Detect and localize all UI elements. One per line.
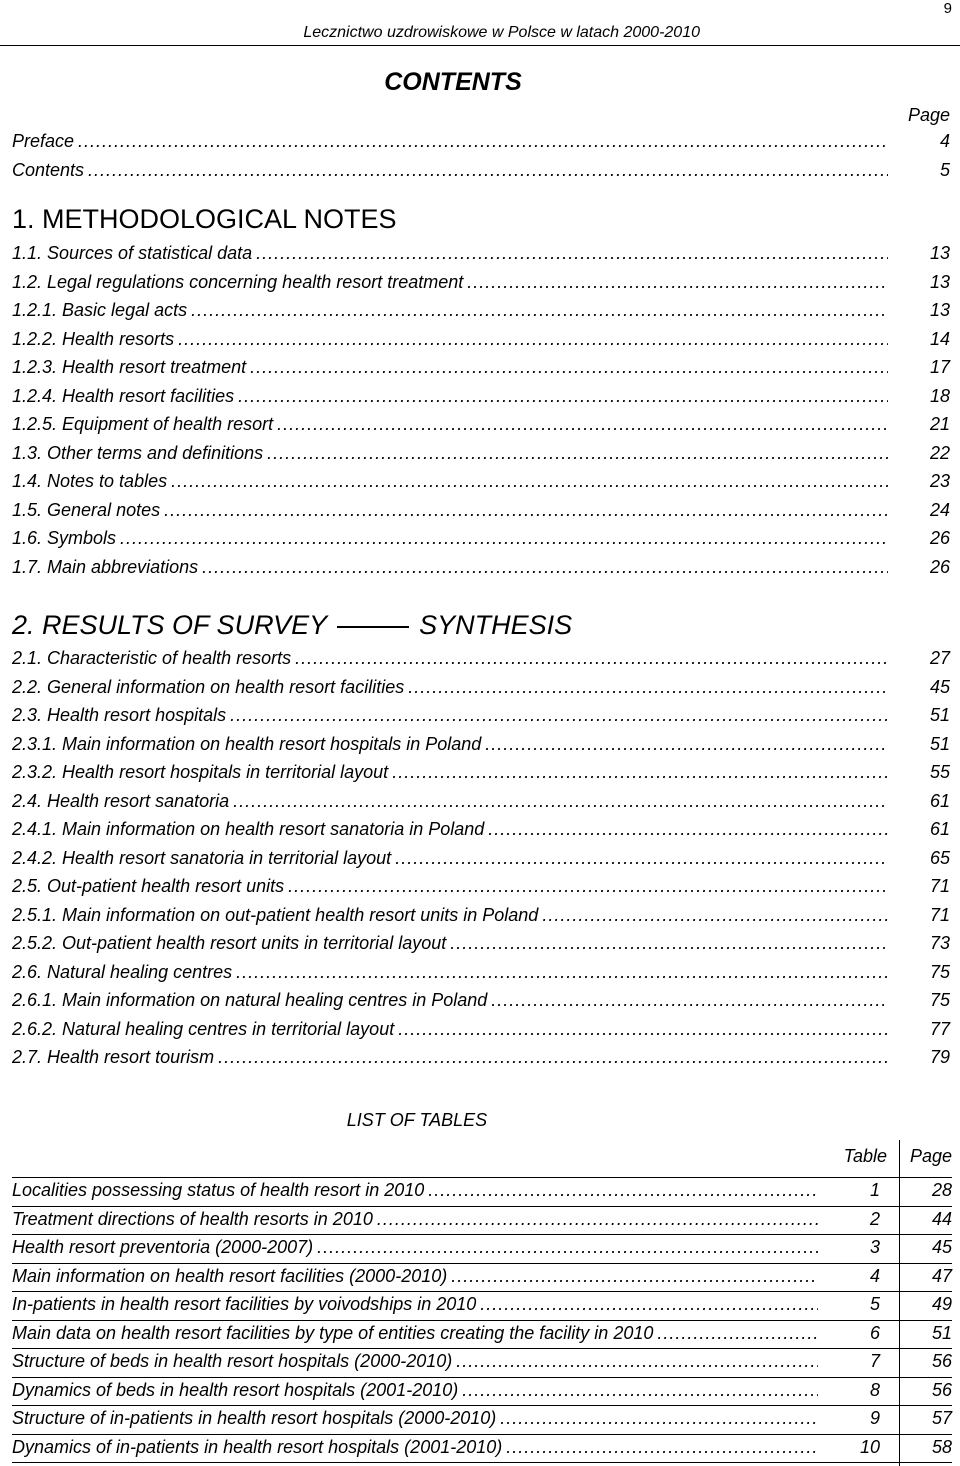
toc-entry-title: 1.1. Sources of statistical data bbox=[12, 243, 253, 263]
dot-leader bbox=[250, 357, 888, 378]
table-title-cell bbox=[12, 1323, 818, 1344]
dot-leader bbox=[236, 962, 888, 983]
toc-entry-page: 75 bbox=[929, 961, 950, 982]
toc-entry[interactable] bbox=[12, 386, 950, 410]
table-title: Structure of in-patients in health resort hospitals (2000-2010) bbox=[12, 1408, 497, 1428]
toc-entry[interactable] bbox=[12, 160, 950, 184]
toc-entry-title: 2.4.1. Main information on health resort sanatoria in Poland bbox=[12, 819, 485, 839]
toc-entry-page: 55 bbox=[929, 762, 950, 782]
table-list-row[interactable] bbox=[12, 1294, 952, 1318]
toc-entry[interactable] bbox=[12, 876, 950, 900]
page-title: CONTENTS bbox=[384, 68, 522, 96]
dot-leader bbox=[78, 131, 888, 152]
toc-entry-page: 26 bbox=[929, 556, 950, 577]
dot-leader bbox=[238, 386, 888, 407]
dot-leader bbox=[178, 329, 888, 350]
table-title: Main information on health resort facilities (2000-2010) bbox=[12, 1265, 448, 1286]
dot-leader bbox=[395, 848, 888, 869]
toc-entry[interactable] bbox=[12, 557, 950, 581]
table-title: Localities possessing status of health resort in 2010 bbox=[12, 1180, 425, 1200]
dot-leader bbox=[491, 990, 888, 1011]
toc-entry[interactable] bbox=[12, 990, 950, 1014]
table-title-cell bbox=[12, 1237, 818, 1258]
tables-header bbox=[0, 1144, 960, 1176]
toc-entry-page: 27 bbox=[929, 648, 950, 668]
toc-entry-title: 1.7. Main abbreviations bbox=[12, 556, 199, 577]
table-rule bbox=[12, 1206, 952, 1207]
toc-entry-page: 45 bbox=[929, 676, 950, 697]
toc-entry-page: 75 bbox=[929, 990, 950, 1010]
toc-entry[interactable] bbox=[12, 131, 950, 155]
toc-entry[interactable] bbox=[12, 414, 950, 438]
dot-leader bbox=[542, 905, 888, 926]
toc-entry-title: 1.5. General notes bbox=[12, 499, 161, 520]
table-number: 8 bbox=[869, 1379, 880, 1400]
toc-entry-page: 4 bbox=[939, 131, 950, 151]
toc-entry-title: 1.6. Symbols bbox=[12, 528, 117, 548]
header-rule bbox=[0, 45, 960, 46]
dot-leader bbox=[230, 705, 888, 726]
section-heading-methodological-notes: 1. METHODOLOGICAL NOTES bbox=[12, 204, 397, 234]
dot-leader bbox=[277, 414, 888, 435]
toc-entry-page: 22 bbox=[929, 442, 950, 463]
dot-leader bbox=[467, 272, 888, 293]
running-header bbox=[0, 24, 960, 46]
table-title-cell bbox=[12, 1209, 818, 1230]
toc-entry-page: 61 bbox=[929, 790, 950, 811]
toc-entry-page: 51 bbox=[929, 705, 950, 725]
toc-entry[interactable] bbox=[12, 300, 950, 324]
toc-entry[interactable] bbox=[12, 528, 950, 552]
table-column-label: Table bbox=[843, 1146, 887, 1166]
table-number: 7 bbox=[869, 1351, 880, 1371]
toc-entry-page: 51 bbox=[929, 733, 950, 754]
toc-entry[interactable] bbox=[12, 905, 950, 929]
table-rule bbox=[12, 1434, 952, 1435]
table-page: 47 bbox=[931, 1265, 952, 1286]
toc-entry-page: 79 bbox=[929, 1047, 950, 1067]
table-page: 45 bbox=[931, 1237, 952, 1257]
toc-entry[interactable] bbox=[12, 648, 950, 672]
heading-dash bbox=[337, 626, 409, 628]
table-rule bbox=[12, 1320, 952, 1321]
toc-entry[interactable] bbox=[12, 734, 950, 758]
toc-entry-title: 1.2.2. Health resorts bbox=[12, 328, 175, 349]
dot-leader bbox=[485, 734, 888, 755]
table-title-cell bbox=[12, 1351, 818, 1372]
dot-leader bbox=[317, 1237, 818, 1258]
dot-leader bbox=[506, 1437, 818, 1458]
toc-entry-title: 2.2. General information on health resort facilities bbox=[12, 676, 405, 697]
dot-leader bbox=[657, 1323, 818, 1344]
table-title-cell bbox=[12, 1180, 818, 1201]
dot-leader bbox=[288, 876, 888, 897]
table-title: Treatment directions of health resorts in 2010 bbox=[12, 1208, 373, 1229]
toc-entry-title: Preface bbox=[12, 131, 75, 151]
table-number: 1 bbox=[869, 1180, 880, 1200]
dot-leader bbox=[451, 1266, 818, 1287]
table-page: 57 bbox=[931, 1408, 952, 1428]
table-title: In-patients in health resort facilities by voivodships in 2010 bbox=[12, 1294, 477, 1314]
dot-leader bbox=[480, 1294, 818, 1315]
toc-entry-page: 77 bbox=[929, 1018, 950, 1039]
toc-entry-page: 24 bbox=[929, 499, 950, 520]
toc-entry-title: 2.1. Characteristic of health resorts bbox=[12, 648, 292, 668]
table-title: Dynamics of in-patients in health resort hospitals (2001-2010) bbox=[12, 1436, 503, 1457]
toc-entry-title: 2.3. Health resort hospitals bbox=[12, 705, 227, 725]
toc-entry[interactable] bbox=[12, 1019, 950, 1043]
toc-entry-title: 2.6.2. Natural healing centres in territorial layout bbox=[12, 1018, 395, 1039]
toc-entry-page: 18 bbox=[929, 385, 950, 406]
toc-entry[interactable] bbox=[12, 272, 950, 296]
toc-entry-title: 2.7. Health resort tourism bbox=[12, 1047, 215, 1067]
dot-leader bbox=[88, 160, 888, 181]
toc-entry-title: 1.2. Legal regulations concerning health resort treatment bbox=[12, 271, 464, 292]
table-list-row[interactable] bbox=[12, 1437, 952, 1461]
dot-leader bbox=[488, 819, 888, 840]
page-column-label-tables: Page bbox=[909, 1146, 952, 1166]
toc-entry-title: 1.2.5. Equipment of health resort bbox=[12, 414, 274, 434]
toc-entry-title: 1.3. Other terms and definitions bbox=[12, 442, 264, 463]
table-number: 4 bbox=[869, 1265, 880, 1286]
toc-entry[interactable] bbox=[12, 329, 950, 353]
dot-leader bbox=[462, 1380, 818, 1401]
toc-entry-page: 13 bbox=[929, 271, 950, 292]
dot-leader bbox=[233, 791, 888, 812]
toc-entry-page: 61 bbox=[929, 819, 950, 839]
table-list-row[interactable] bbox=[12, 1209, 952, 1233]
dot-leader bbox=[500, 1408, 818, 1429]
table-list-row[interactable] bbox=[12, 1180, 952, 1204]
toc-entry-title: 2.5.2. Out-patient health resort units in territorial layout bbox=[12, 933, 447, 953]
toc-entry-title: 2.6. Natural healing centres bbox=[12, 961, 233, 982]
table-page: 49 bbox=[931, 1294, 952, 1314]
dot-leader bbox=[295, 648, 888, 669]
toc-entry-title: 1.4. Notes to tables bbox=[12, 471, 168, 491]
toc-entry-title: 1.2.1. Basic legal acts bbox=[12, 300, 188, 320]
toc-entry-page: 5 bbox=[939, 159, 950, 180]
section-heading-left: 2. RESULTS OF SURVEY bbox=[12, 610, 328, 640]
dot-leader bbox=[428, 1180, 818, 1201]
section-heading-results-of-survey bbox=[12, 610, 572, 641]
toc-entry[interactable] bbox=[12, 357, 950, 381]
toc-entry[interactable] bbox=[12, 705, 950, 729]
toc-entry[interactable] bbox=[12, 677, 950, 701]
dot-leader bbox=[120, 528, 888, 549]
table-number: 3 bbox=[869, 1237, 880, 1257]
table-list-row[interactable] bbox=[12, 1408, 952, 1432]
table-number: 5 bbox=[869, 1294, 880, 1314]
dot-leader bbox=[191, 300, 888, 321]
table-number: 2 bbox=[869, 1208, 880, 1229]
toc-entry-page: 17 bbox=[929, 357, 950, 377]
table-page: 44 bbox=[931, 1208, 952, 1229]
toc-entry[interactable] bbox=[12, 791, 950, 815]
toc-entry[interactable] bbox=[12, 500, 950, 524]
table-title-cell bbox=[12, 1266, 818, 1287]
table-page: 56 bbox=[931, 1351, 952, 1371]
toc-entry-page: 73 bbox=[929, 933, 950, 953]
table-title-cell bbox=[12, 1380, 818, 1401]
toc-entry-page: 13 bbox=[929, 243, 950, 263]
running-title: Lecznictwo uzdrowiskowe w Polsce w latach 2000-2010 bbox=[303, 24, 700, 41]
table-title-cell bbox=[12, 1408, 818, 1429]
dot-leader bbox=[164, 500, 888, 521]
toc-entry-page: 71 bbox=[929, 904, 950, 925]
table-page: 56 bbox=[931, 1379, 952, 1400]
dot-leader bbox=[171, 471, 888, 492]
table-title: Main data on health resort facilities by type of entities creating the facility in 2010 bbox=[12, 1322, 654, 1343]
toc-entry[interactable] bbox=[12, 243, 950, 267]
table-list-row[interactable] bbox=[12, 1351, 952, 1375]
dot-leader bbox=[408, 677, 888, 698]
page-column-label: Page bbox=[907, 105, 950, 125]
table-rule bbox=[12, 1348, 952, 1349]
table-list-row[interactable] bbox=[12, 1237, 952, 1261]
toc-entry-page: 71 bbox=[929, 876, 950, 896]
table-rule bbox=[12, 1291, 952, 1292]
toc-entry-page: 21 bbox=[929, 414, 950, 434]
toc-entry-title: 1.2.3. Health resort treatment bbox=[12, 357, 247, 377]
toc-entry-page: 23 bbox=[929, 471, 950, 491]
toc-entry[interactable] bbox=[12, 848, 950, 872]
table-number: 9 bbox=[869, 1408, 880, 1428]
toc-entry-page: 65 bbox=[929, 847, 950, 868]
toc-entry-page: 13 bbox=[929, 300, 950, 320]
toc-entry-title: 1.2.4. Health resort facilities bbox=[12, 385, 235, 406]
toc-entry[interactable] bbox=[12, 1047, 950, 1071]
toc-entry[interactable] bbox=[12, 962, 950, 986]
table-title: Structure of beds in health resort hospitals (2000-2010) bbox=[12, 1351, 453, 1371]
toc-entry-title: 2.6.1. Main information on natural healing centres in Poland bbox=[12, 990, 488, 1010]
table-page: 28 bbox=[931, 1180, 952, 1200]
toc-entry-title: 2.3.2. Health resort hospitals in territorial layout bbox=[12, 762, 389, 782]
table-list-row[interactable] bbox=[12, 1323, 952, 1347]
dot-leader bbox=[218, 1047, 888, 1068]
table-rule bbox=[12, 1177, 952, 1178]
toc-entry-page: 26 bbox=[929, 528, 950, 548]
table-title: Dynamics of beds in health resort hospitals (2001-2010) bbox=[12, 1379, 459, 1400]
table-title: Health resort preventoria (2000-2007) bbox=[12, 1237, 314, 1257]
toc-entry-title: 2.4. Health resort sanatoria bbox=[12, 790, 230, 811]
table-rule bbox=[12, 1234, 952, 1235]
toc-entry-page: 14 bbox=[929, 328, 950, 349]
toc-entry[interactable] bbox=[12, 762, 950, 786]
toc-entry-title: Contents bbox=[12, 159, 85, 180]
table-rule bbox=[12, 1405, 952, 1406]
dot-leader bbox=[398, 1019, 888, 1040]
page-number: 9 bbox=[943, 0, 952, 17]
toc-entry[interactable] bbox=[12, 933, 950, 957]
toc-entry-title: 2.5.1. Main information on out-patient health resort units in Poland bbox=[12, 904, 539, 925]
table-list-row[interactable] bbox=[12, 1266, 952, 1290]
table-page: 58 bbox=[931, 1436, 952, 1457]
list-of-tables-title: LIST OF TABLES bbox=[346, 1110, 488, 1130]
toc-entry-title: 2.5. Out-patient health resort units bbox=[12, 876, 285, 896]
table-number: 10 bbox=[859, 1436, 880, 1457]
table-title-cell bbox=[12, 1294, 818, 1315]
toc-entry-title: 2.3.1. Main information on health resort hospitals in Poland bbox=[12, 733, 482, 754]
section-heading-right: SYNTHESIS bbox=[419, 610, 573, 640]
table-title-cell bbox=[12, 1437, 818, 1458]
table-number: 6 bbox=[869, 1322, 880, 1343]
dot-leader bbox=[256, 243, 888, 264]
table-rule bbox=[12, 1377, 952, 1378]
toc-entry-title: 2.4.2. Health resort sanatoria in territorial layout bbox=[12, 847, 392, 868]
dot-leader bbox=[202, 557, 888, 578]
dot-leader bbox=[267, 443, 888, 464]
table-rule bbox=[12, 1462, 952, 1463]
toc-entry[interactable] bbox=[12, 443, 950, 467]
dot-leader bbox=[456, 1351, 818, 1372]
dot-leader bbox=[377, 1209, 818, 1230]
dot-leader bbox=[450, 933, 888, 954]
table-rule bbox=[12, 1263, 952, 1264]
toc-entry[interactable] bbox=[12, 819, 950, 843]
table-page: 51 bbox=[931, 1322, 952, 1343]
dot-leader bbox=[392, 762, 888, 783]
toc-entry[interactable] bbox=[12, 471, 950, 495]
table-list-row[interactable] bbox=[12, 1380, 952, 1404]
